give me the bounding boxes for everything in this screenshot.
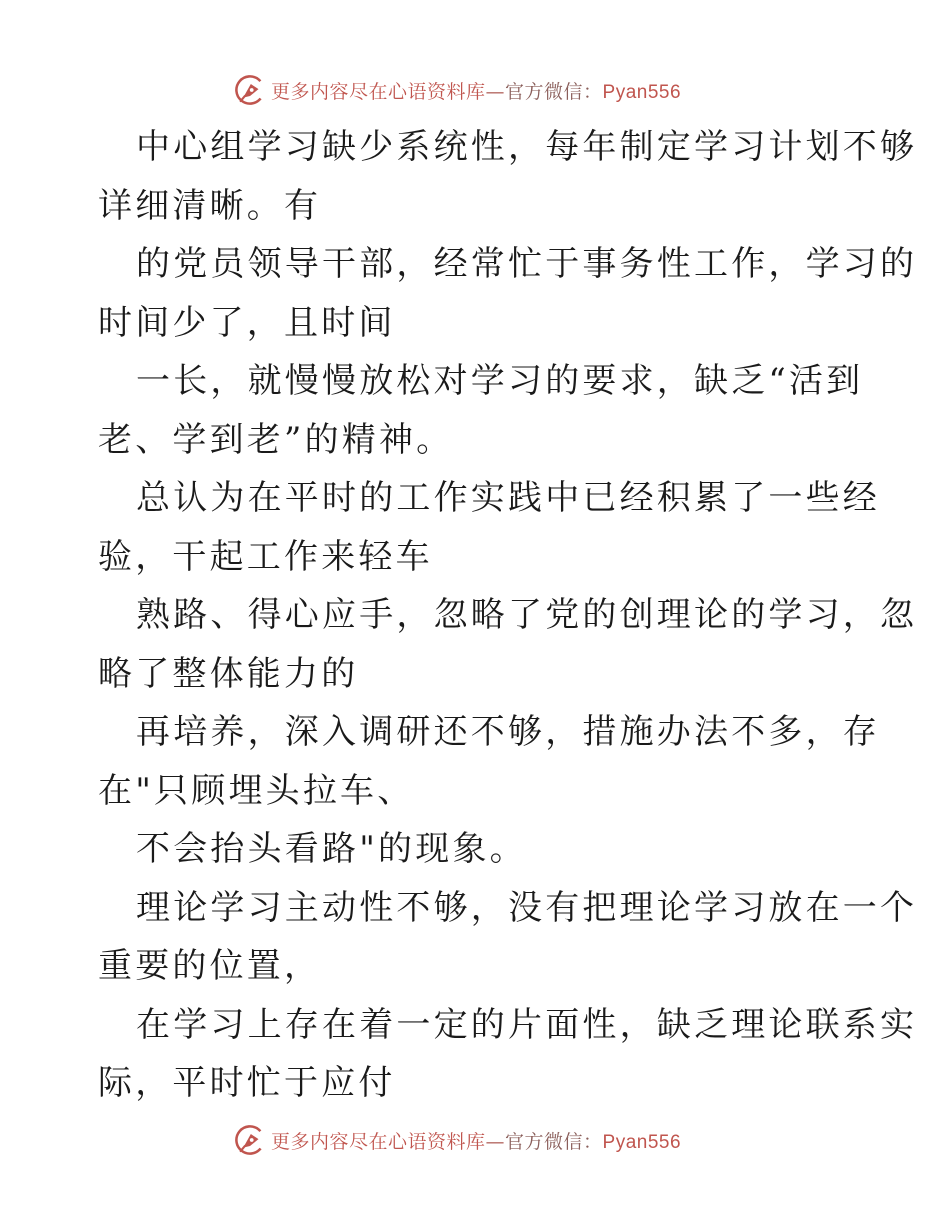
pen-nib-circle-logo-icon — [233, 1123, 267, 1157]
text-line: 理论学习主动性不够，没有把理论学习放在一个 — [136, 887, 918, 928]
document-body — [98, 118, 918, 1113]
header-brand — [233, 72, 681, 108]
footer-brand — [233, 1122, 681, 1158]
text-line: 时间少了，且时间 — [98, 302, 396, 343]
text-line: 总认为在平时的工作实践中已经积累了一些经 — [136, 478, 880, 518]
text-line: 熟路、得心应手，忽略了党的创理论的学习，忽 — [136, 595, 918, 635]
text-line: 中心组学习缺少系统性，每年制定学习计划不够 — [136, 127, 918, 167]
text-line: 一长，就慢慢放松对学习的要求，缺乏“活到 — [136, 361, 864, 401]
text-line: 重要的位置， — [98, 946, 322, 986]
brand-text: 更多内容尽在心语资料库—官方微信：Pyan556 — [271, 1130, 682, 1153]
text-line: 详细清晰。有 — [98, 185, 322, 226]
text-line: 再培养，深入调研还不够，措施办法不多，存 — [136, 712, 880, 752]
text-line: 在学习上存在着一定的片面性，缺乏理论联系实 — [136, 1004, 918, 1045]
text-line: 不会抬头看路"的现象。 — [136, 829, 527, 869]
text-line: 际，平时忙于应付 — [98, 1063, 396, 1103]
text-line: 略了整体能力的 — [98, 653, 359, 694]
text-line: 老、学到老”的精神。 — [98, 419, 454, 460]
pen-nib-circle-logo-icon — [233, 73, 267, 107]
text-line: 的党员领导干部，经常忙于事务性工作，学习的 — [136, 244, 918, 284]
brand-text: 更多内容尽在心语资料库—官方微信：Pyan556 — [271, 80, 682, 103]
text-line: 验，干起工作来轻车 — [98, 536, 433, 577]
text-line: 在"只顾埋头拉车、 — [98, 770, 415, 811]
